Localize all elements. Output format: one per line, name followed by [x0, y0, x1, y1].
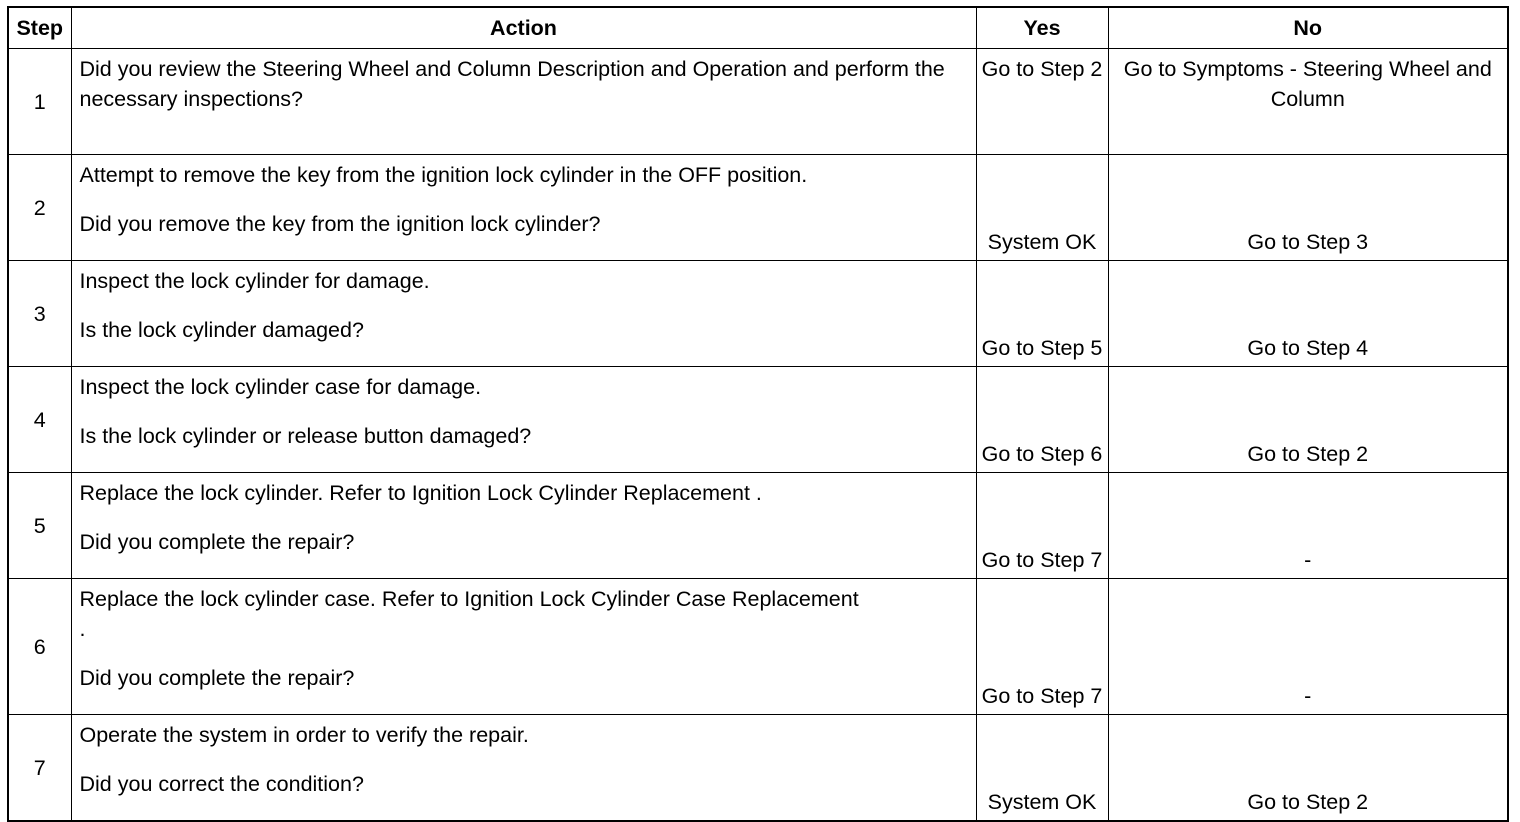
action-cell	[71, 367, 976, 473]
action-cell	[71, 579, 976, 715]
action-cell	[71, 715, 976, 822]
yes-cell: Go to Step 6	[976, 367, 1108, 473]
table-row	[8, 49, 1508, 155]
action-question: Is the lock cylinder damaged?	[79, 318, 364, 342]
header-row	[8, 7, 1508, 49]
no-cell: Go to Step 4	[1108, 261, 1508, 367]
no-cell: Go to Step 2	[1108, 367, 1508, 473]
action-instruction: Replace the lock cylinder case. Refer to Ignition Lock Cylinder Case Replacement .	[79, 587, 859, 641]
yes-cell: Go to Step 5	[976, 261, 1108, 367]
step-number: 6	[8, 579, 71, 715]
yes-cell: Go to Step 7	[976, 579, 1108, 715]
no-cell: -	[1108, 579, 1508, 715]
header-step: Step	[8, 7, 71, 49]
table-row	[8, 473, 1508, 579]
action-question: Did you complete the repair?	[79, 530, 355, 554]
table-row	[8, 715, 1508, 822]
action-question: Did you correct the condition?	[79, 772, 364, 796]
no-cell: -	[1108, 473, 1508, 579]
action-instruction: Inspect the lock cylinder case for damage.	[79, 375, 482, 399]
action-cell	[71, 473, 976, 579]
yes-cell: System OK	[976, 715, 1108, 822]
step-number: 4	[8, 367, 71, 473]
action-instruction: Replace the lock cylinder. Refer to Ignition Lock Cylinder Replacement .	[79, 481, 762, 505]
action-question: Did you remove the key from the ignition lock cylinder?	[79, 212, 601, 236]
header-no: No	[1108, 7, 1508, 49]
action-cell	[71, 261, 976, 367]
action-instruction: Attempt to remove the key from the ignition lock cylinder in the OFF position.	[79, 163, 808, 187]
action-text: Did you review the Steering Wheel and Column Description and Operation and perform the necessary inspections?	[79, 57, 945, 111]
action-instruction: Operate the system in order to verify the repair.	[79, 723, 529, 747]
diagnostic-table	[7, 6, 1509, 822]
action-instruction: Inspect the lock cylinder for damage.	[79, 269, 430, 293]
action-question: Is the lock cylinder or release button damaged?	[79, 424, 532, 448]
yes-cell: Go to Step 7	[976, 473, 1108, 579]
table-row	[8, 261, 1508, 367]
table-row	[8, 155, 1508, 261]
header-yes: Yes	[976, 7, 1108, 49]
header-action: Action	[71, 7, 976, 49]
step-number: 5	[8, 473, 71, 579]
no-cell: Go to Step 3	[1108, 155, 1508, 261]
yes-cell: Go to Step 2	[976, 49, 1108, 155]
step-number: 3	[8, 261, 71, 367]
table-row	[8, 579, 1508, 715]
action-question: Did you complete the repair?	[79, 666, 355, 690]
step-number: 2	[8, 155, 71, 261]
no-cell: Go to Symptoms - Steering Wheel and Column	[1108, 49, 1508, 155]
action-cell	[71, 155, 976, 261]
yes-cell: System OK	[976, 155, 1108, 261]
no-cell: Go to Step 2	[1108, 715, 1508, 822]
table-row	[8, 367, 1508, 473]
step-number: 7	[8, 715, 71, 822]
step-number: 1	[8, 49, 71, 155]
action-cell	[71, 49, 976, 155]
